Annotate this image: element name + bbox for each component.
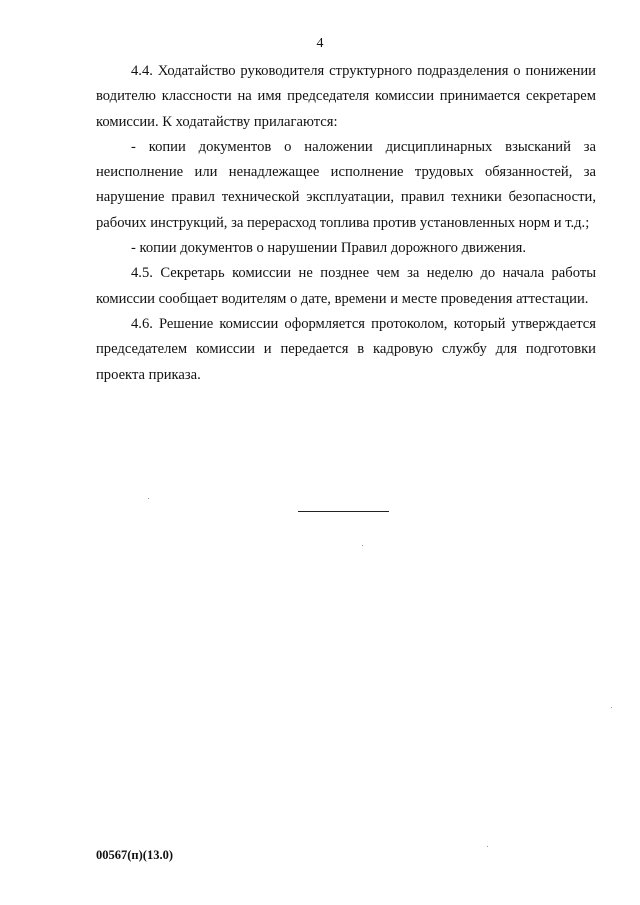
scan-speck (148, 498, 149, 499)
document-body (96, 59, 596, 388)
page-number: 4 (316, 36, 324, 51)
paragraph-4-4: 4.4. Ходатайство руководителя структурного подразделения о понижении водителю классности на имя председателя комиссии принимается секретарем комиссии. К ходатайству прилагаются: (96, 63, 596, 130)
paragraph-4-6: 4.6. Решение комиссии оформляется протоколом, который утверждается председателем комиссии и передается в кадровую службу для подготовки проекта приказа. (96, 315, 596, 383)
scan-speck (362, 545, 363, 546)
scan-speck (611, 707, 612, 708)
scan-speck (487, 846, 488, 847)
list-item-traffic-violation-copies: - копии документов о нарушении Правил дорожного движения. (131, 240, 527, 257)
document-code: 00567(п)(13.0) (96, 848, 173, 862)
paragraph-4-5: 4.5. Секретарь комиссии не позднее чем за неделю до начала работы комиссии сообщает водителям о дате, времени и месте проведения аттестации. (96, 265, 596, 307)
list-item-disciplinary-copies: - копии документов о наложении дисциплинарных взысканий за неисполнение или ненадлежащее исполнение трудовых обязанностей, за нарушение правил технической эксплуатации, правил техники безопасности, рабочих инструкций, за перерасход топлива против установленных норм и т.д.; (96, 138, 596, 231)
end-divider-line (298, 511, 389, 512)
